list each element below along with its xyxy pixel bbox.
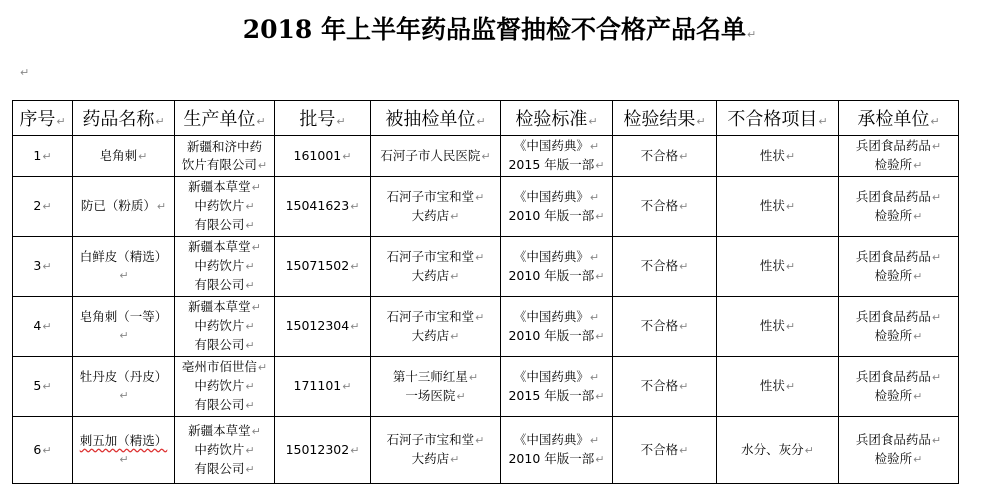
header-cell: 被抽检单位↵ bbox=[371, 101, 501, 136]
cell-no: 4↵ bbox=[13, 297, 73, 357]
cell-standard: 《中国药典》↵ 2010 年版一部↵ bbox=[501, 417, 613, 484]
cell-sampled-unit: 石河子市人民医院↵ bbox=[371, 136, 501, 177]
cell-no: 6↵ bbox=[13, 417, 73, 484]
cell-maker: 亳州市佰世信↵ 中药饮片↵ 有限公司↵ bbox=[175, 357, 275, 417]
cell-failed-item: 性状↵ bbox=[717, 357, 839, 417]
cell-testing-lab: 兵团食品药品↵ 检验所↵ bbox=[839, 136, 959, 177]
spellcheck-underlined-text: 刺五加（精选） bbox=[79, 432, 168, 448]
table-row bbox=[13, 136, 959, 177]
cell-drug-name: 皂角刺↵ bbox=[73, 136, 175, 177]
header-cell: 承检单位↵ bbox=[839, 101, 959, 136]
cell-standard: 《中国药典》↵ 2010 年版一部↵ bbox=[501, 237, 613, 297]
cell-failed-item: 性状↵ bbox=[717, 237, 839, 297]
cell-result: 不合格↵ bbox=[613, 177, 717, 237]
cell-standard: 《中国药典》↵ 2010 年版一部↵ bbox=[501, 177, 613, 237]
paragraph-mark: ↵ bbox=[747, 28, 757, 41]
cell-testing-lab: 兵团食品药品↵ 检验所↵ bbox=[839, 417, 959, 484]
cell-batch: 15041623↵ bbox=[275, 177, 371, 237]
cell-testing-lab: 兵团食品药品↵ 检验所↵ bbox=[839, 177, 959, 237]
cell-sampled-unit: 石河子市宝和堂↵ 大药店↵ bbox=[371, 237, 501, 297]
cell-sampled-unit: 石河子市宝和堂↵ 大药店↵ bbox=[371, 417, 501, 484]
title-text: 2018 年上半年药品监督抽检不合格产品名单 bbox=[242, 15, 747, 44]
document-title bbox=[0, 12, 999, 53]
empty-paragraph-mark: ↵ bbox=[20, 66, 30, 79]
cell-result: 不合格↵ bbox=[613, 417, 717, 484]
cell-standard: 《中国药典》↵ 2010 年版一部↵ bbox=[501, 297, 613, 357]
cell-standard: 《中国药典》↵ 2015 年版一部↵ bbox=[501, 357, 613, 417]
table-row bbox=[13, 357, 959, 417]
header-cell: 检验标准↵ bbox=[501, 101, 613, 136]
cell-no: 2↵ bbox=[13, 177, 73, 237]
cell-failed-item: 性状↵ bbox=[717, 177, 839, 237]
header-cell: 检验结果↵ bbox=[613, 101, 717, 136]
cell-sampled-unit: 石河子市宝和堂↵ 大药店↵ bbox=[371, 177, 501, 237]
cell-failed-item: 性状↵ bbox=[717, 297, 839, 357]
cell-maker: 新疆本草堂↵ 中药饮片↵ 有限公司↵ bbox=[175, 417, 275, 484]
cell-maker: 新疆本草堂↵ 中药饮片↵ 有限公司↵ bbox=[175, 177, 275, 237]
cell-result: 不合格↵ bbox=[613, 237, 717, 297]
cell-maker: 新疆本草堂↵ 中药饮片↵ 有限公司↵ bbox=[175, 297, 275, 357]
cell-batch: 15012304↵ bbox=[275, 297, 371, 357]
header-cell: 不合格项目↵ bbox=[717, 101, 839, 136]
cell-batch: 161001↵ bbox=[275, 136, 371, 177]
cell-no: 1↵ bbox=[13, 136, 73, 177]
cell-drug-name: 白鲜皮（精选）↵ bbox=[73, 237, 175, 297]
cell-no: 3↵ bbox=[13, 237, 73, 297]
table-row bbox=[13, 177, 959, 237]
cell-drug-name: 皂角刺（一等）↵ bbox=[73, 297, 175, 357]
cell-drug-name: 刺五加（精选）↵ bbox=[73, 417, 175, 484]
table-row bbox=[13, 417, 959, 484]
cell-sampled-unit: 石河子市宝和堂↵ 大药店↵ bbox=[371, 297, 501, 357]
cell-standard: 《中国药典》↵ 2015 年版一部↵ bbox=[501, 136, 613, 177]
cell-batch: 171101↵ bbox=[275, 357, 371, 417]
cell-testing-lab: 兵团食品药品↵ 检验所↵ bbox=[839, 237, 959, 297]
cell-drug-name: 防已（粉质）↵ bbox=[73, 177, 175, 237]
cell-failed-item: 水分、灰分↵ bbox=[717, 417, 839, 484]
cell-batch: 15012302↵ bbox=[275, 417, 371, 484]
cell-sampled-unit: 第十三师红星↵ 一场医院↵ bbox=[371, 357, 501, 417]
cell-no: 5↵ bbox=[13, 357, 73, 417]
cell-failed-item: 性状↵ bbox=[717, 136, 839, 177]
cell-result: 不合格↵ bbox=[613, 297, 717, 357]
cell-testing-lab: 兵团食品药品↵ 检验所↵ bbox=[839, 297, 959, 357]
unqualified-products-table bbox=[12, 100, 959, 484]
cell-maker: 新疆本草堂↵ 中药饮片↵ 有限公司↵ bbox=[175, 237, 275, 297]
cell-testing-lab: 兵团食品药品↵ 检验所↵ bbox=[839, 357, 959, 417]
cell-result: 不合格↵ bbox=[613, 136, 717, 177]
cell-result: 不合格↵ bbox=[613, 357, 717, 417]
cell-batch: 15071502↵ bbox=[275, 237, 371, 297]
table-row bbox=[13, 237, 959, 297]
header-cell: 药品名称↵ bbox=[73, 101, 175, 136]
header-row bbox=[13, 101, 959, 136]
header-cell: 序号↵ bbox=[13, 101, 73, 136]
table-row bbox=[13, 297, 959, 357]
cell-drug-name: 牡丹皮（丹皮）↵ bbox=[73, 357, 175, 417]
cell-maker: 新疆和济中药 饮片有限公司↵ bbox=[175, 136, 275, 177]
header-cell: 批号↵ bbox=[275, 101, 371, 136]
header-cell: 生产单位↵ bbox=[175, 101, 275, 136]
